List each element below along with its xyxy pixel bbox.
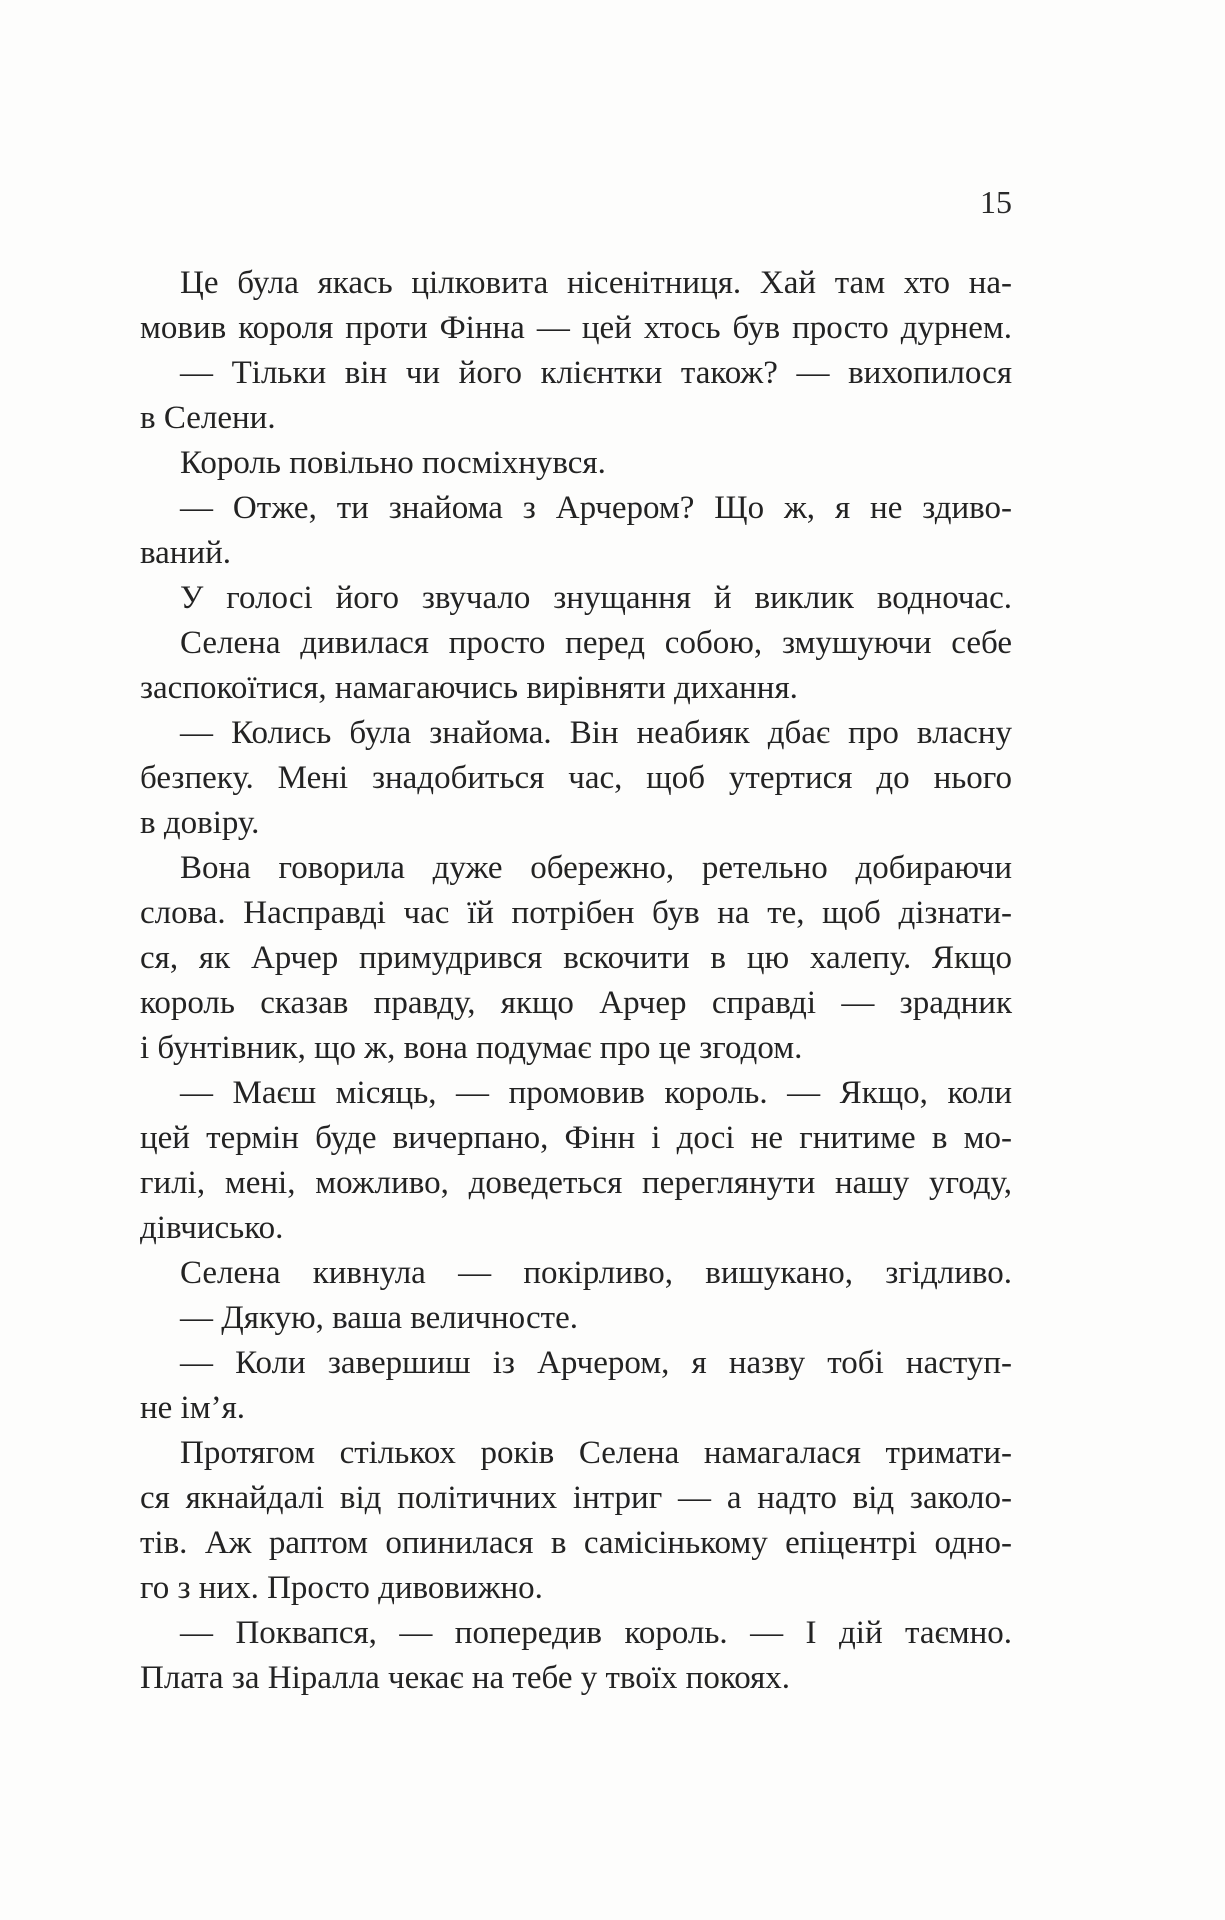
paragraph <box>140 486 1012 576</box>
text-line: безпеку. Мені знадобиться час, щоб утертися до нього <box>140 760 1012 796</box>
text-line: Плата за Ніралла чекає на тебе у твоїх покоях. <box>140 1660 790 1696</box>
text-line: в довіру. <box>140 805 260 841</box>
text-line: Король повільно посміхнувся. <box>180 445 606 481</box>
page-text <box>140 261 1012 1701</box>
text-line: У голосі його звучало знущання й виклик водночас. <box>180 580 1012 616</box>
text-line: ся якнайдалі від політичних інтриг — а надто від заколо- <box>140 1480 1012 1516</box>
paragraph <box>140 1251 1012 1296</box>
text-line: Протягом стількох років Селена намагалася тримати- <box>180 1435 1012 1471</box>
text-line: — Отже, ти знайома з Арчером? Що ж, я не здиво- <box>180 490 1012 526</box>
paragraph <box>140 1431 1012 1611</box>
text-line: тів. Аж раптом опинилася в самісінькому епіцентрі одно- <box>140 1525 1012 1561</box>
page-number: 15 <box>980 184 1012 220</box>
text-line: заспокоїтися, намагаючись вирівняти дихання. <box>140 670 798 706</box>
text-line: король сказав правду, якщо Арчер справді — зрадник <box>140 985 1012 1021</box>
text-line: го з них. Просто дивовижно. <box>140 1570 543 1606</box>
paragraph <box>140 1296 1012 1341</box>
text-line: Селена дивилася просто перед собою, змушуючи себе <box>180 625 1012 661</box>
text-line: Це була якась цілковита нісенітниця. Хай там хто на- <box>180 265 1012 301</box>
paragraph <box>140 711 1012 846</box>
text-line: — Тільки він чи його клієнтки також? — вихопилося <box>180 355 1012 391</box>
text-line: і бунтівник, що ж, вона подумає про це згодом. <box>140 1030 803 1066</box>
text-line: Селена кивнула — покірливо, вишукано, згідливо. <box>180 1255 1012 1291</box>
text-line: — Коли завершиш із Арчером, я назву тобі наступ- <box>180 1345 1012 1381</box>
text-line: — Дякую, ваша величносте. <box>180 1300 578 1336</box>
text-line: не ім’я. <box>140 1390 246 1426</box>
paragraph <box>140 1341 1012 1431</box>
text-line: — Поквапся, — попередив король. — І дій таємно. <box>180 1615 1012 1651</box>
paragraph <box>140 846 1012 1071</box>
text-line: дівчисько. <box>140 1210 284 1246</box>
paragraph <box>140 351 1012 441</box>
paragraph <box>140 261 1012 351</box>
text-line: мовив короля проти Фінна — цей хтось був просто дурнем. <box>140 310 1012 346</box>
text-line: — Колись була знайома. Він неабияк дбає про власну <box>180 715 1012 751</box>
text-line: гилі, мені, можливо, доведеться переглянути нашу угоду, <box>140 1165 1012 1201</box>
paragraph <box>140 1071 1012 1251</box>
paragraph <box>140 441 1012 486</box>
paragraph <box>140 576 1012 621</box>
text-line: ваний. <box>140 535 232 571</box>
text-line: в Селени. <box>140 400 276 436</box>
text-line: ся, як Арчер примудрився вскочити в цю халепу. Якщо <box>140 940 1012 976</box>
text-line: — Маєш місяць, — промовив король. — Якщо, коли <box>180 1075 1012 1111</box>
text-line: слова. Насправді час їй потрібен був на те, щоб дізнати- <box>140 895 1012 931</box>
text-line: Вона говорила дуже обережно, ретельно добираючи <box>180 850 1012 886</box>
paragraph <box>140 621 1012 711</box>
text-line: цей термін буде вичерпано, Фінн і досі не гнитиме в мо- <box>140 1120 1012 1156</box>
paragraph <box>140 1611 1012 1701</box>
